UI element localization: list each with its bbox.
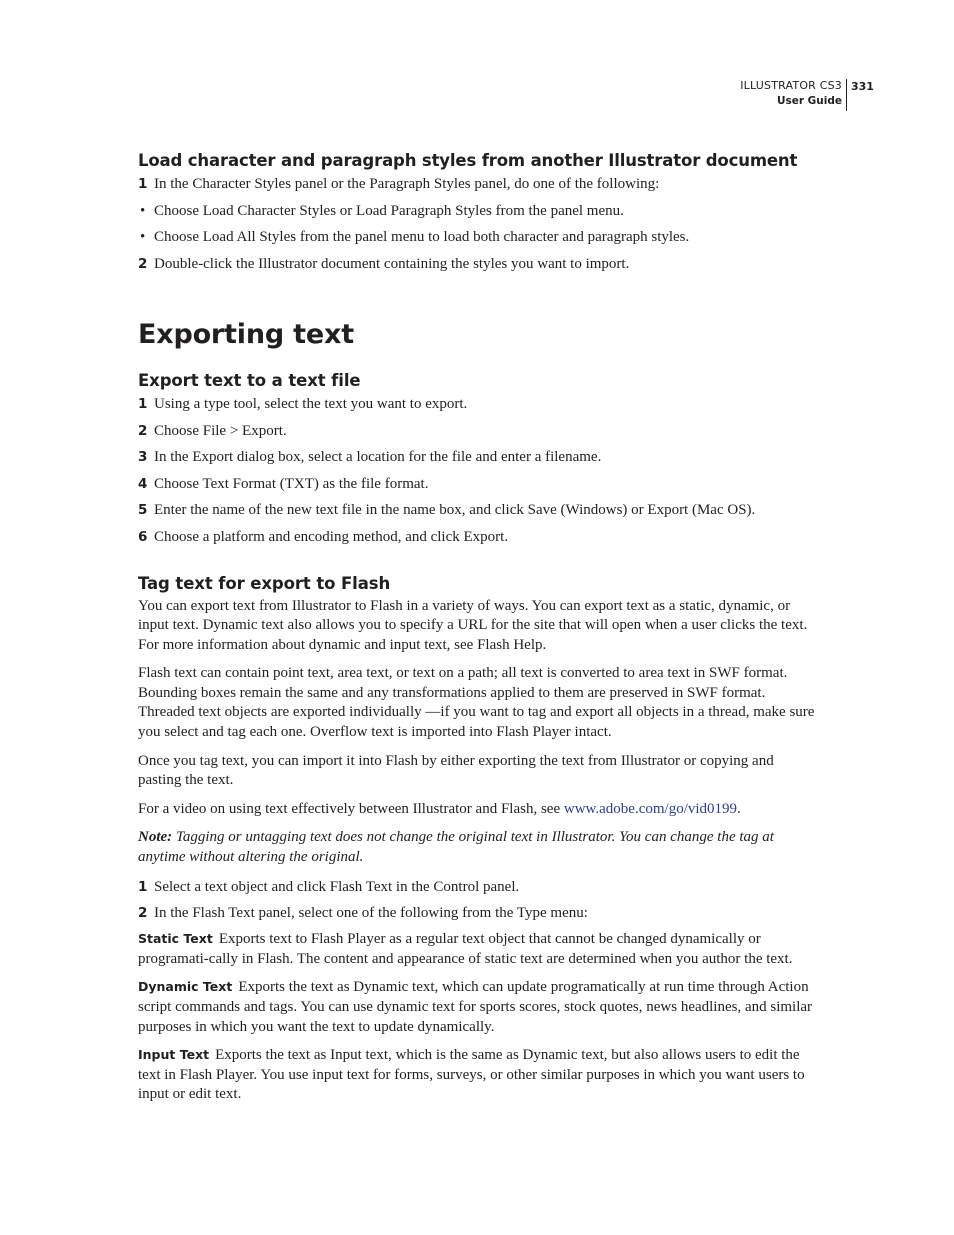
video-text-suffix: . [737,800,741,817]
flash-paragraph-1: You can export text from Illustrator to Flash in a variety of ways. You can export text as a static, dynamic, or input text. Dynamic text also allows you to specify a URL for the site that will open when a user clicks the text. For more information about dynamic and input text, see Flash Help. [138,597,808,653]
step-number: 2 [138,256,148,272]
note-text: Tagging or untagging text does not change the original text in Illustrator. You can change the tag at anytime without altering the original. [138,829,774,866]
step-text: Choose a platform and encoding method, and click Export. [154,528,509,545]
step-text: Choose File > Export. [154,422,287,439]
video-text-prefix: For a video on using text effectively between Illustrator and Flash, see [138,800,564,817]
load-step-2 [138,254,816,274]
export-text-file-heading: Export text to a text file [138,371,361,390]
definition-text: Exports the text as Dynamic text, which can update programatically at run time through Action script commands and tags. You can use dynamic text for sports scores, stock quotes, news headlines, and similar purposes in which you want the text to update dynamically. [138,979,813,1035]
definition-term: Static Text [138,931,213,947]
step-text: In the Export dialog box, select a location for the file and enter a filename. [154,449,602,465]
step-text: Using a type tool, select the text you want to export. [154,396,468,412]
step-text: Enter the name of the new text file in the name box, and click Save (Windows) or Export (Mac OS). [154,502,756,518]
definition-text: Exports text to Flash Player as a regular text object that cannot be changed dynamically or programati-cally in Flash. The content and appearance of static text are determined when you author the text. [138,931,793,967]
definition-dynamic-text [138,977,816,1037]
header-divider [846,79,847,111]
guide-name: User Guide [776,95,842,107]
page-content [138,150,816,1105]
step-text: Choose Text Format (TXT) as the file format. [154,475,429,492]
definition-input-text [138,1045,816,1105]
bullet-text: Choose Load All Styles from the panel menu to load both character and paragraph styles. [154,229,690,245]
load-bullet-1 [138,201,816,221]
flash-step-1 [138,877,816,897]
page-number: 331 [851,80,874,93]
step-text: Select a text object and click Flash Text in the Control panel. [154,878,520,895]
step-number: 1 [138,176,148,192]
step-number: 2 [138,905,148,922]
step-number: 2 [138,422,148,439]
flash-paragraph-4 [138,800,816,820]
definition-static-text [138,929,816,969]
step-text: In the Character Styles panel or the Paragraph Styles panel, do one of the following: [154,176,660,192]
definition-term: Dynamic Text [138,979,233,995]
step-number: 5 [138,502,148,518]
export-step-5 [138,500,816,520]
step-text: In the Flash Text panel, select one of the following from the Type menu: [154,905,588,922]
export-step-2 [138,421,816,441]
product-name: ILLUSTRATOR CS3 [740,79,842,92]
flash-paragraph-2: Flash text can contain point text, area text, or text on a path; all text is converted to area text in SWF format. Bounding boxes remain the same and any transformations applied to them are preserved in SWF format. Threaded text objects are exported individually —if you want to tag and export all objects in a thread, make sure you select and tag each one. Overflow text is imported into Flash Player intact. [138,665,815,741]
load-step-1 [138,174,816,194]
flash-paragraph-3: Once you tag text, you can import it into Flash by either exporting the text from Illustrator or copying and pasting the text. [138,752,774,789]
flash-step-2 [138,903,816,923]
step-number: 3 [138,449,148,465]
step-number: 1 [138,396,148,412]
step-number: 6 [138,528,148,545]
video-link[interactable]: www.adobe.com/go/vid0199 [563,800,738,817]
export-step-1 [138,394,816,414]
note-label: Note: [138,829,173,846]
step-number: 1 [138,878,148,895]
export-step-6 [138,527,816,547]
definition-text: Exports the text as Input text, which is the same as Dynamic text, but also allows users to edit the text in Flash Player. You use input text for forms, surveys, or other similar purposes in which you want users to input or edit text. [138,1047,805,1103]
step-text: Double-click the Illustrator document containing the styles you want to import. [154,256,630,272]
definition-term: Input Text [138,1047,210,1063]
export-step-4 [138,474,816,494]
flash-note [138,828,816,867]
export-step-3 [138,447,816,467]
exporting-text-heading: Exporting text [138,319,354,350]
bullet-text: Choose Load Character Styles or Load Paragraph Styles from the panel menu. [154,203,624,219]
tag-flash-heading: Tag text for export to Flash [138,573,391,593]
step-number: 4 [138,475,148,492]
load-styles-heading: Load character and paragraph styles from another Illustrator document [138,151,798,170]
bullet-marker: • [140,229,146,245]
load-bullet-2 [138,227,816,247]
bullet-marker: • [140,203,146,219]
